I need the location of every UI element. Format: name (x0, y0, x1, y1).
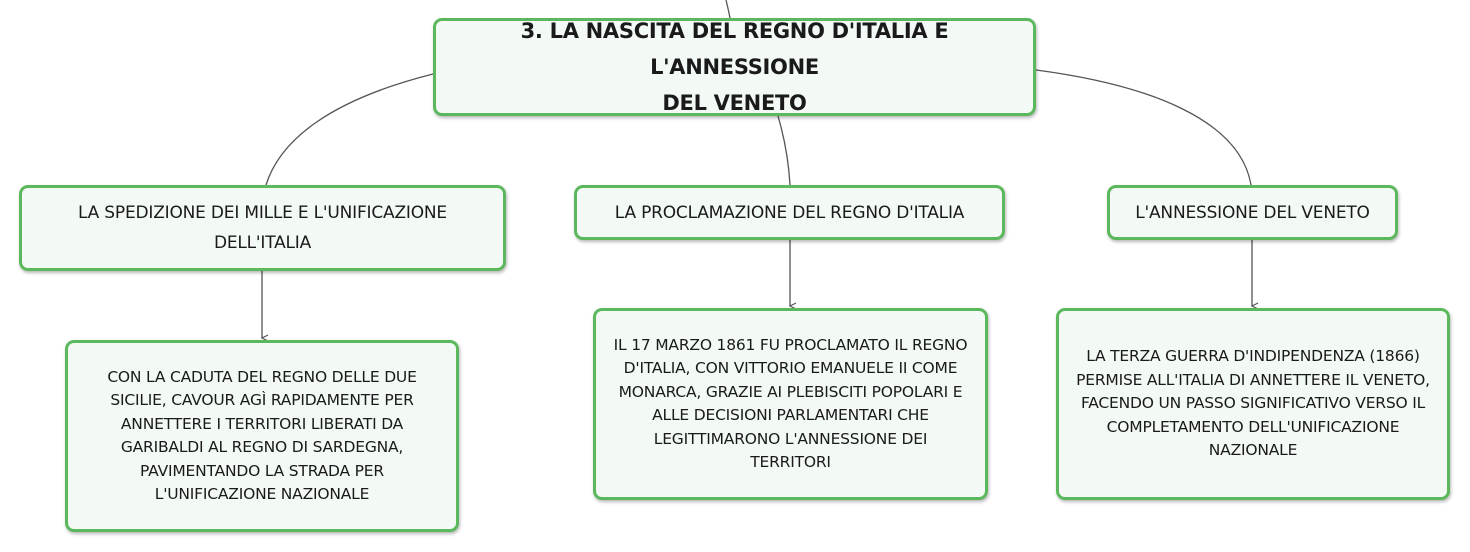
topic-node-label: LA PROCLAMAZIONE DEL REGNO D'ITALIA (614, 202, 965, 223)
detail-node-text: LA TERZA GUERRA D'INDIPENDENZA (1866) PERMISE ALL'ITALIA DI ANNETTERE IL VENETO, FACENDO UN PASSO SIGNIFICATIVO VERSO IL COMPLETAMENTO DELL'UNIFICAZIONE NAZIONALE (1076, 347, 1430, 460)
detail-node-spedizione-dei-mille[interactable] (65, 340, 459, 532)
connector-root-to-topic-1 (266, 74, 433, 185)
topic-node-annessione-veneto[interactable] (1107, 185, 1398, 240)
connector-root-to-topic-2 (778, 116, 790, 185)
detail-node-proclamazione-regno[interactable] (593, 308, 988, 500)
topic-node-label: LA SPEDIZIONE DEI MILLE E L'UNIFICAZIONE DELL'ITALIA (78, 203, 447, 253)
detail-node-text: IL 17 MARZO 1861 FU PROCLAMATO IL REGNO D'ITALIA, CON VITTORIO EMANUELE II COME MONARCA, GRAZIE AI PLEBISCITI POPOLARI E ALLE DECISIONI PARLAMENTARI CHE LEGITTIMARONO L'ANNESSIONE DEI TERRITORI (613, 335, 968, 471)
detail-node-annessione-veneto[interactable] (1056, 308, 1450, 500)
topic-node-proclamazione-regno[interactable] (574, 185, 1005, 240)
topic-node-spedizione-dei-mille[interactable] (19, 185, 506, 271)
detail-node-text: CON LA CADUTA DEL REGNO DELLE DUE SICILIE, CAVOUR AGÌ RAPIDAMENTE PER ANNETTERE I TERRITORI LIBERATI DA GARIBALDI AL REGNO DI SARDEGNA, PAVIMENTANDO LA STRADA PER L'UNIFICAZIONE NAZIONALE (107, 367, 417, 503)
root-node[interactable] (433, 18, 1036, 116)
topic-node-label: L'ANNESSIONE DEL VENETO (1135, 202, 1370, 223)
connector-root-to-topic-3 (1036, 70, 1251, 185)
root-node-label: 3. LA NASCITA DEL REGNO D'ITALIA E L'ANNESSIONE DEL VENETO (520, 19, 949, 115)
